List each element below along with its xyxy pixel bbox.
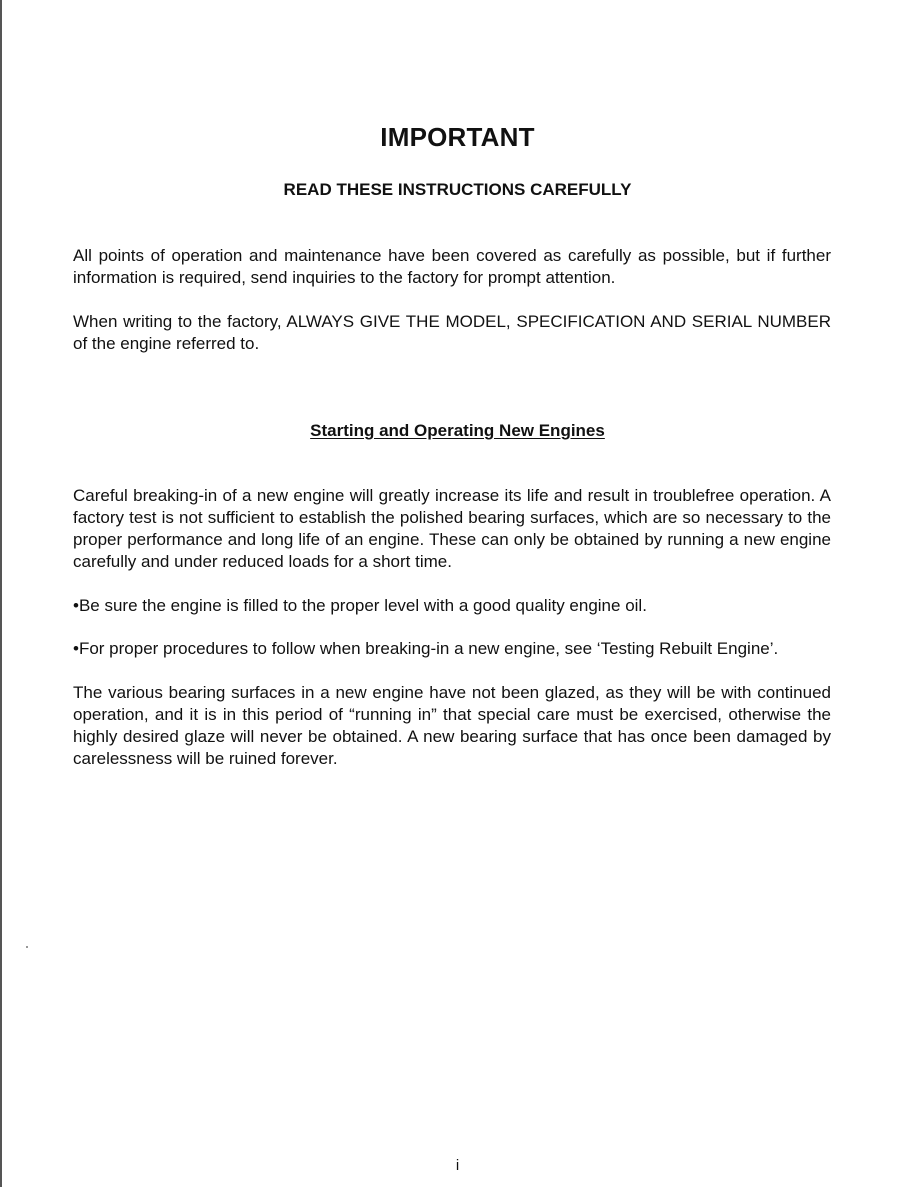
bullet-engine-oil: •Be sure the engine is filled to the proper level with a good quality engine oil.	[73, 596, 647, 615]
page-number: i	[455, 1157, 460, 1174]
page-left-edge	[0, 0, 2, 1187]
intro-paragraph-factory-contact: When writing to the factory, ALWAYS GIVE THE MODEL, SPECIFICATION AND SERIAL NUMBER of the engine referred to.	[73, 312, 831, 353]
section-paragraph-bearing-surfaces: The various bearing surfaces in a new engine have not been glazed, as they will be with continued operation, and it is in this period of “running in” that special care must be exercised, otherwise the highly desired glaze will never be obtained. A new bearing surface that has once been damaged by carelessness will be ruined forever.	[73, 683, 831, 768]
scan-speck	[26, 946, 28, 948]
intro-paragraph-inquiries: All points of operation and maintenance have been covered as carefully as possible, but if further information is required, send inquiries to the factory for prompt attention.	[73, 246, 831, 287]
section-paragraph-breaking-in: Careful breaking-in of a new engine will greatly increase its life and result in troublefree operation. A factory test is not sufficient to establish the polished bearing surfaces, which are so necessary to the proper performance and long life of an engine. These can only be obtained by running a new engine carefully and under reduced loads for a short time.	[73, 486, 831, 571]
page-subtitle: READ THESE INSTRUCTIONS CAREFULLY	[283, 180, 632, 199]
bullet-testing-rebuilt-engine: •For proper procedures to follow when breaking-in a new engine, see ‘Testing Rebuilt Engine’.	[73, 639, 779, 658]
section-heading: Starting and Operating New Engines	[310, 421, 605, 440]
page-title: IMPORTANT	[380, 122, 535, 152]
